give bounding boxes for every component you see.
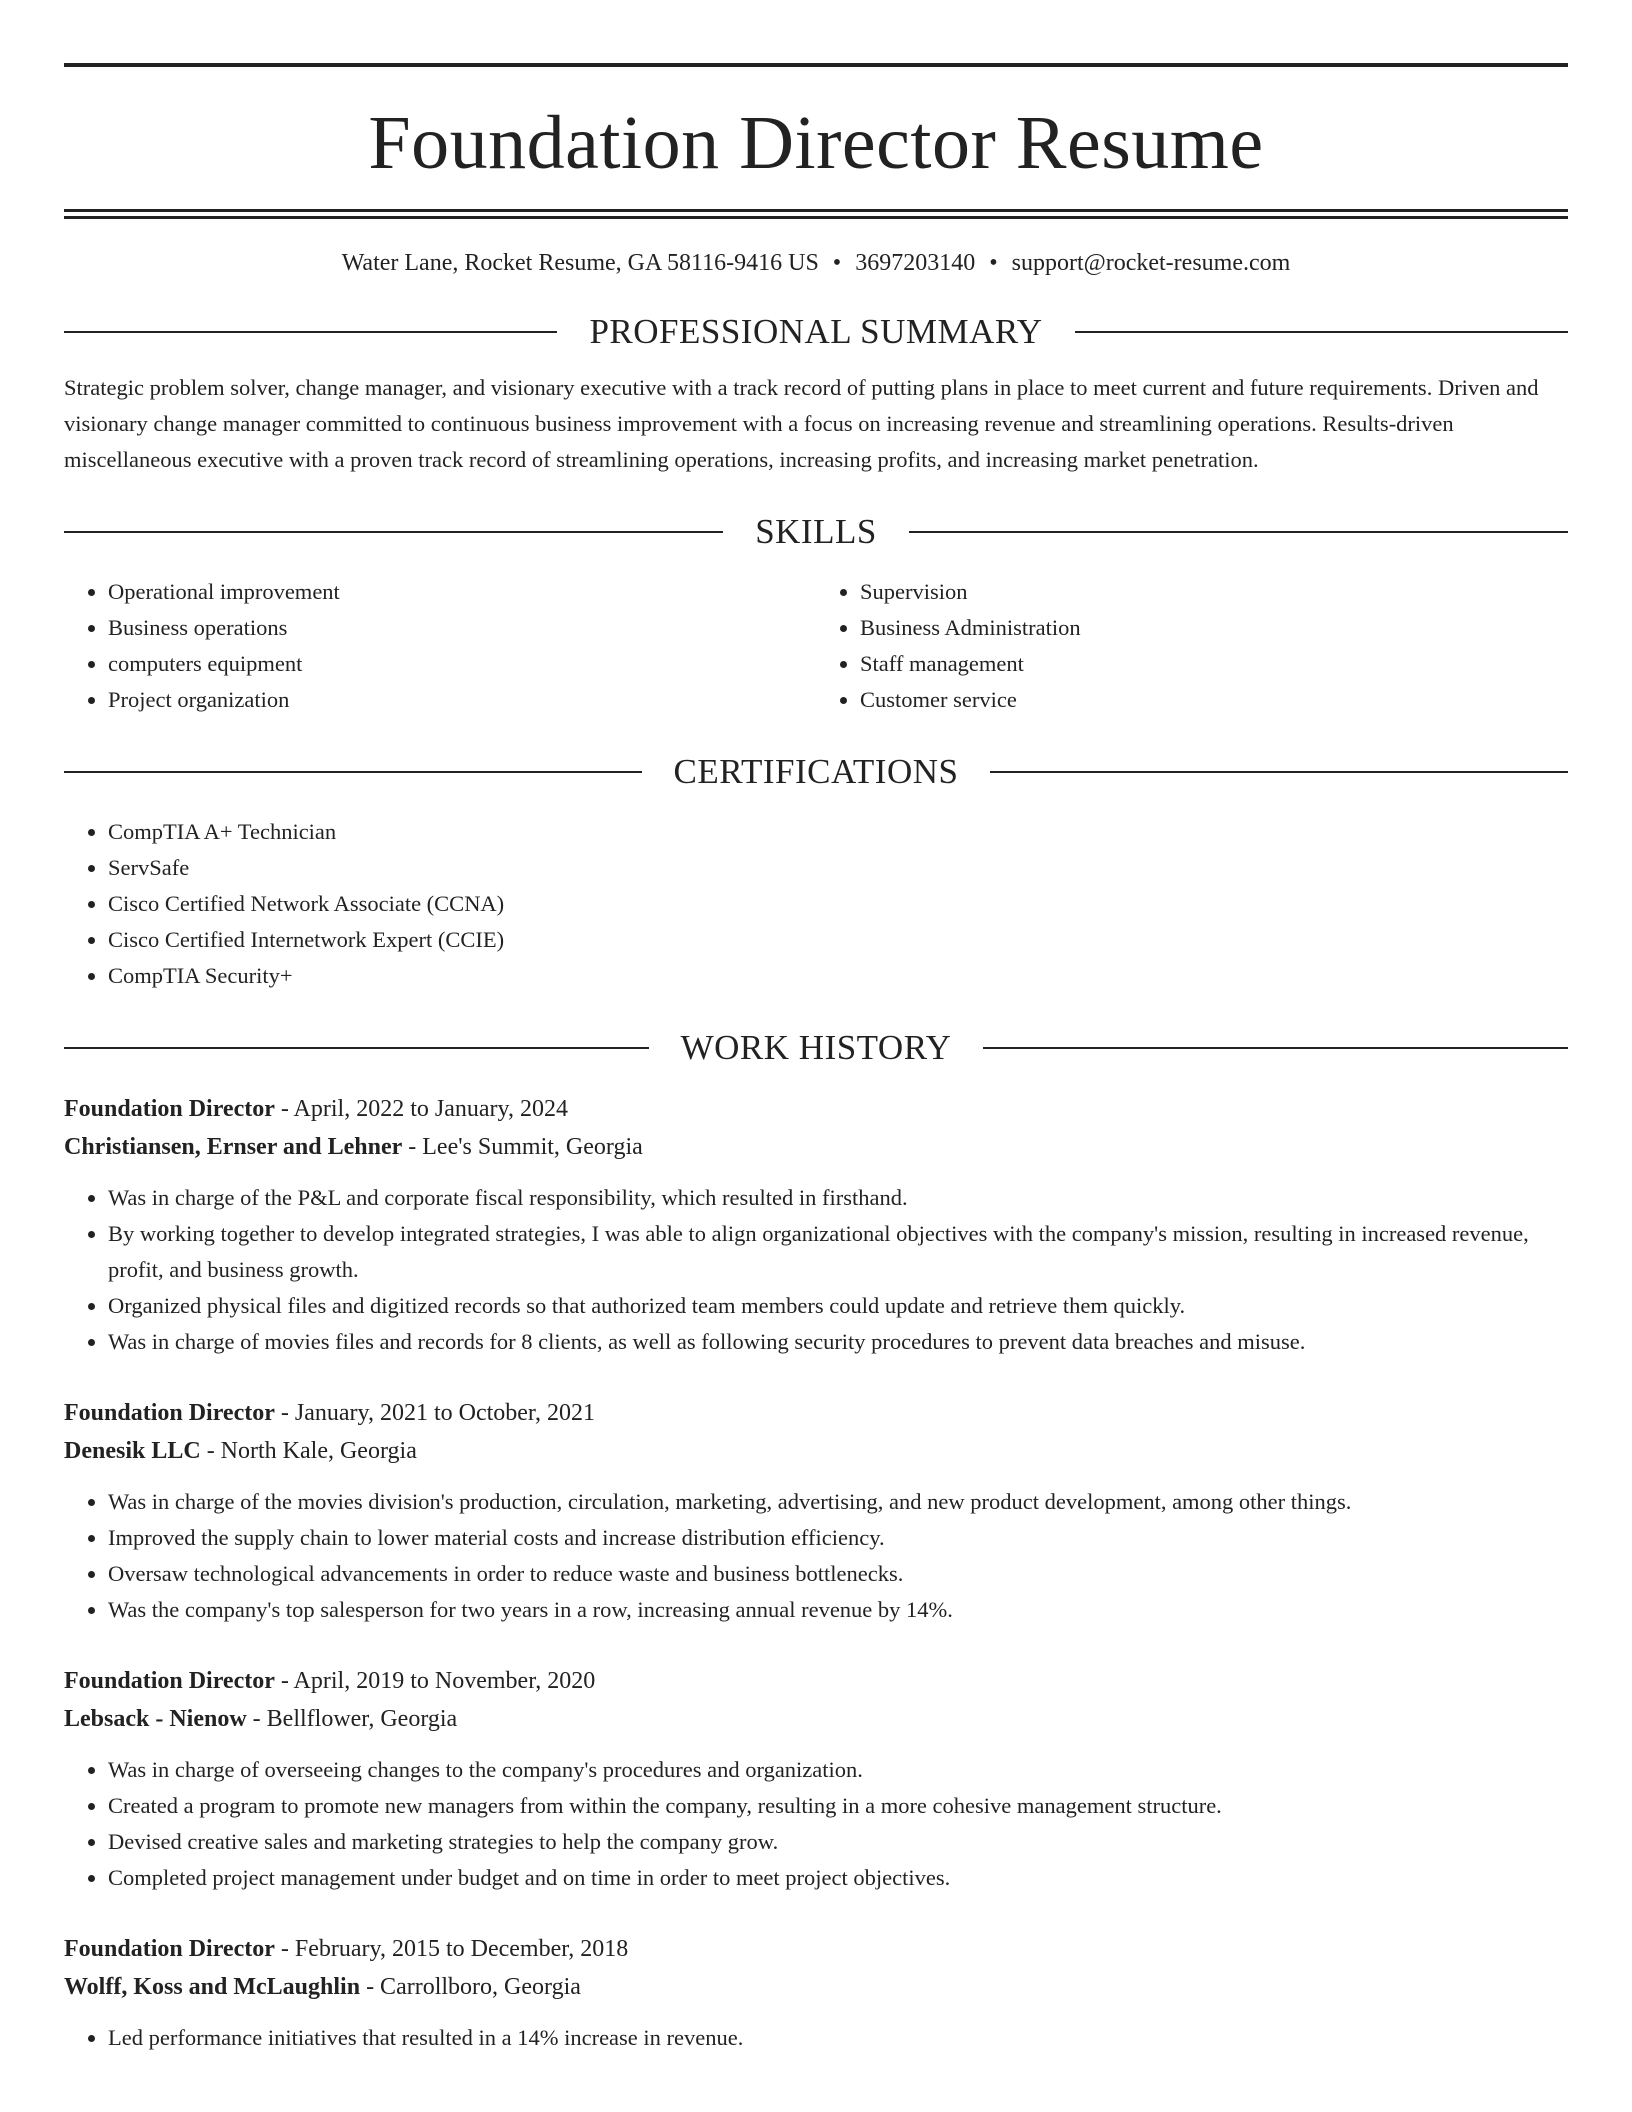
job-company: Wolff, Koss and McLaughlin xyxy=(64,1973,361,2000)
divider-line xyxy=(909,531,1568,533)
section-header-work-history xyxy=(64,1028,1568,1068)
job-bullets xyxy=(64,1180,1568,1360)
certifications-list xyxy=(64,814,1568,994)
skill-item: • Customer service xyxy=(860,682,1568,718)
job-bullets xyxy=(64,2020,1568,2056)
section-title-skills: SKILLS xyxy=(755,511,877,551)
job-bullet: • Was in charge of overseeing changes to the company's procedures and organization. xyxy=(108,1752,1568,1788)
section-header-summary xyxy=(64,312,1568,352)
skill-item: • Business operations xyxy=(108,610,816,646)
summary-text: Strategic problem solver, change manager, and visionary executive with a track record of putting plans in place to meet current and future requirements. Driven and visionary change manager committed to continuous business improvement with a focus on increasing revenue and streamlining operations. Results-driven miscellaneous executive with a proven track record of streamlining operations, increasing profits, and increasing market penetration. xyxy=(64,374,1539,472)
skills-list-left xyxy=(64,574,816,718)
job-bullet: • Devised creative sales and marketing strategies to help the company grow. xyxy=(108,1824,1568,1860)
certification-item: • CompTIA Security+ xyxy=(108,958,1568,994)
contact-email: support@rocket-resume.com xyxy=(1011,250,1291,276)
title-double-rule xyxy=(64,209,1568,219)
job-entry xyxy=(64,1394,1568,1628)
certification-item: • CompTIA A+ Technician xyxy=(108,814,1568,850)
section-header-skills xyxy=(64,512,1568,552)
job-company-line xyxy=(64,1128,1568,1166)
divider-line xyxy=(64,331,557,333)
job-location: - Bellflower, Georgia xyxy=(246,1705,458,1732)
divider-line xyxy=(1075,331,1568,333)
skill-item: • Staff management xyxy=(860,646,1568,682)
divider-line xyxy=(64,771,642,773)
job-bullet: • Led performance initiatives that resulted in a 14% increase in revenue. xyxy=(108,2020,1568,2056)
job-location: - North Kale, Georgia xyxy=(200,1437,417,1464)
divider-line xyxy=(990,771,1568,773)
job-bullet: • Was the company's top salesperson for two years in a row, increasing annual revenue by 14%. xyxy=(108,1592,1568,1628)
job-title-line xyxy=(64,1090,1568,1128)
divider-line xyxy=(64,531,723,533)
job-location: - Carrollboro, Georgia xyxy=(360,1973,581,2000)
job-company-line xyxy=(64,1700,1568,1738)
certification-item: • ServSafe xyxy=(108,850,1568,886)
skill-item: • Business Administration xyxy=(860,610,1568,646)
job-title-line xyxy=(64,1930,1568,1968)
contact-line xyxy=(64,249,1568,278)
job-bullet: • Was in charge of movies files and records for 8 clients, as well as following security procedures to prevent data breaches and misuse. xyxy=(108,1324,1568,1360)
job-company-line xyxy=(64,1432,1568,1470)
contact-phone: 3697203140 xyxy=(855,250,976,276)
job-company: Lebsack - Nienow xyxy=(64,1705,247,1732)
job-entry xyxy=(64,1090,1568,1360)
skill-item: • Project organization xyxy=(108,682,816,718)
job-dates: - January, 2021 to October, 2021 xyxy=(274,1399,595,1426)
job-bullet: • Was in charge of the P&L and corporate fiscal responsibility, which resulted in firsthand. xyxy=(108,1180,1568,1216)
divider-line xyxy=(983,1047,1568,1049)
job-bullet: • Was in charge of the movies division's production, circulation, marketing, advertising, and new product development, among other things. xyxy=(108,1484,1568,1520)
job-entry xyxy=(64,1930,1568,2056)
job-title: Foundation Director xyxy=(64,1095,275,1122)
contact-separator: • xyxy=(989,250,998,276)
certification-item: • Cisco Certified Internetwork Expert (CCIE) xyxy=(108,922,1568,958)
job-dates: - April, 2022 to January, 2024 xyxy=(274,1095,568,1122)
job-bullet: • Created a program to promote new managers from within the company, resulting in a more cohesive management structure. xyxy=(108,1788,1568,1824)
job-entry xyxy=(64,1662,1568,1896)
job-title: Foundation Director xyxy=(64,1399,275,1426)
job-company-line xyxy=(64,1968,1568,2006)
page-title: Foundation Director Resume xyxy=(368,101,1264,185)
job-title: Foundation Director xyxy=(64,1667,275,1694)
skill-item: • Operational improvement xyxy=(108,574,816,610)
certification-item: • Cisco Certified Network Associate (CCNA) xyxy=(108,886,1568,922)
job-bullet: • Completed project management under budget and on time in order to meet project objectives. xyxy=(108,1860,1568,1896)
job-bullet: • By working together to develop integrated strategies, I was able to align organizational objectives with the company's mission, resulting in increased revenue, profit, and business growth. xyxy=(108,1216,1568,1288)
section-title-certifications: CERTIFICATIONS xyxy=(673,751,959,791)
job-dates: - April, 2019 to November, 2020 xyxy=(274,1667,596,1694)
job-bullets xyxy=(64,1752,1568,1896)
job-title-line xyxy=(64,1662,1568,1700)
section-title-summary: PROFESSIONAL SUMMARY xyxy=(589,311,1043,351)
skills-list-right xyxy=(816,574,1568,718)
divider-line xyxy=(64,1047,649,1049)
section-title-work-history: WORK HISTORY xyxy=(680,1027,952,1067)
job-title: Foundation Director xyxy=(64,1935,275,1962)
job-bullet: • Improved the supply chain to lower material costs and increase distribution efficiency. xyxy=(108,1520,1568,1556)
job-bullet: • Organized physical files and digitized records so that authorized team members could update and retrieve them quickly. xyxy=(108,1288,1568,1324)
job-location: - Lee's Summit, Georgia xyxy=(402,1133,643,1160)
job-dates: - February, 2015 to December, 2018 xyxy=(274,1935,629,1962)
job-company: Denesik LLC xyxy=(64,1437,201,1464)
skill-item: • computers equipment xyxy=(108,646,816,682)
job-title-line xyxy=(64,1394,1568,1432)
skill-item: • Supervision xyxy=(860,574,1568,610)
job-bullets xyxy=(64,1484,1568,1628)
section-header-certifications xyxy=(64,752,1568,792)
contact-separator: • xyxy=(832,250,842,276)
top-rule xyxy=(64,63,1568,67)
job-bullet: • Oversaw technological advancements in order to reduce waste and business bottlenecks. xyxy=(108,1556,1568,1592)
job-company: Christiansen, Ernser and Lehner xyxy=(64,1133,403,1160)
contact-address: Water Lane, Rocket Resume, GA 58116-9416 US xyxy=(341,250,819,276)
skills-columns xyxy=(64,574,1568,718)
